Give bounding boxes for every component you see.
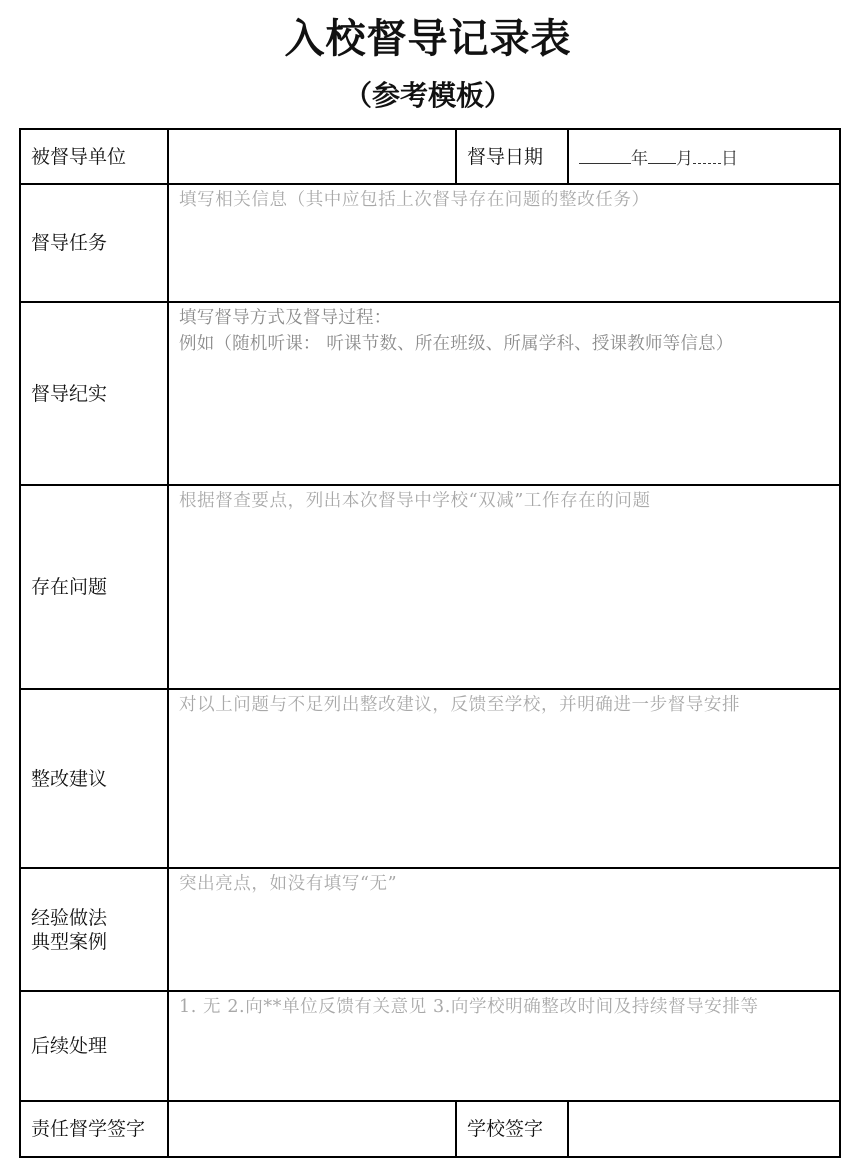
hint-text: 例如（随机听课： 听课节数、所在班级、所属学科、授课教师等信息） xyxy=(179,334,734,354)
rectification-suggestions-label: 整改建议 xyxy=(20,689,168,868)
school-sign-field[interactable] xyxy=(568,1101,840,1157)
existing-problems-field[interactable] xyxy=(168,485,840,689)
row-existing-problems xyxy=(20,485,840,689)
month-unit: 月 xyxy=(676,149,693,169)
experience-cases-label xyxy=(20,868,168,991)
supervision-task-label: 督导任务 xyxy=(20,184,168,302)
experience-cases-field[interactable] xyxy=(168,868,840,991)
hint-text: 突出亮点，如没有填写“无” xyxy=(179,874,398,894)
supervision-task-field[interactable] xyxy=(168,184,840,302)
supervisor-sign-label: 责任督学签字 xyxy=(20,1101,168,1157)
hint-text: 1. 无 2.向**单位反馈有关意见 3.向学校明确整改时间及持续督导安排等 xyxy=(179,997,759,1017)
day-unit: 日 xyxy=(721,149,738,169)
hint-text: 填写相关信息（其中应包括上次督导存在问题的整改任务） xyxy=(179,190,650,210)
year-blank[interactable] xyxy=(579,147,631,164)
unit-field[interactable] xyxy=(168,129,456,184)
label-line: 经验做法 xyxy=(31,906,108,929)
existing-problems-label: 存在问题 xyxy=(20,485,168,689)
supervision-record-field[interactable] xyxy=(168,302,840,485)
year-unit: 年 xyxy=(631,149,648,169)
school-sign-label: 学校签字 xyxy=(456,1101,568,1157)
row-supervision-record xyxy=(20,302,840,485)
row-experience-cases xyxy=(20,868,840,991)
supervision-record-label: 督导纪实 xyxy=(20,302,168,485)
supervision-record-table xyxy=(19,128,841,1158)
row-supervision-task xyxy=(20,184,840,302)
follow-up-field[interactable] xyxy=(168,991,840,1101)
footer-row xyxy=(20,1101,840,1157)
follow-up-label: 后续处理 xyxy=(20,991,168,1101)
header-row xyxy=(20,129,840,184)
label-line: 典型案例 xyxy=(31,930,108,953)
date-field[interactable] xyxy=(568,129,840,184)
document-title: 入校督导记录表 xyxy=(284,15,572,62)
date-label: 督导日期 xyxy=(456,129,568,184)
month-blank[interactable] xyxy=(648,147,676,164)
hint-text: 根据督查要点，列出本次督导中学校“双减”工作存在的问题 xyxy=(179,491,651,511)
rectification-suggestions-field[interactable] xyxy=(168,689,840,868)
row-follow-up xyxy=(20,991,840,1101)
supervisor-sign-field[interactable] xyxy=(168,1101,456,1157)
row-rectification-suggestions xyxy=(20,689,840,868)
document-subtitle: （参考模板） xyxy=(343,79,512,112)
unit-label: 被督导单位 xyxy=(20,129,168,184)
day-blank[interactable] xyxy=(693,147,721,164)
hint-text: 填写督导方式及督导过程： xyxy=(179,308,392,328)
hint-text: 对以上问题与不足列出整改建议，反馈至学校，并明确进一步督导安排 xyxy=(179,695,741,715)
